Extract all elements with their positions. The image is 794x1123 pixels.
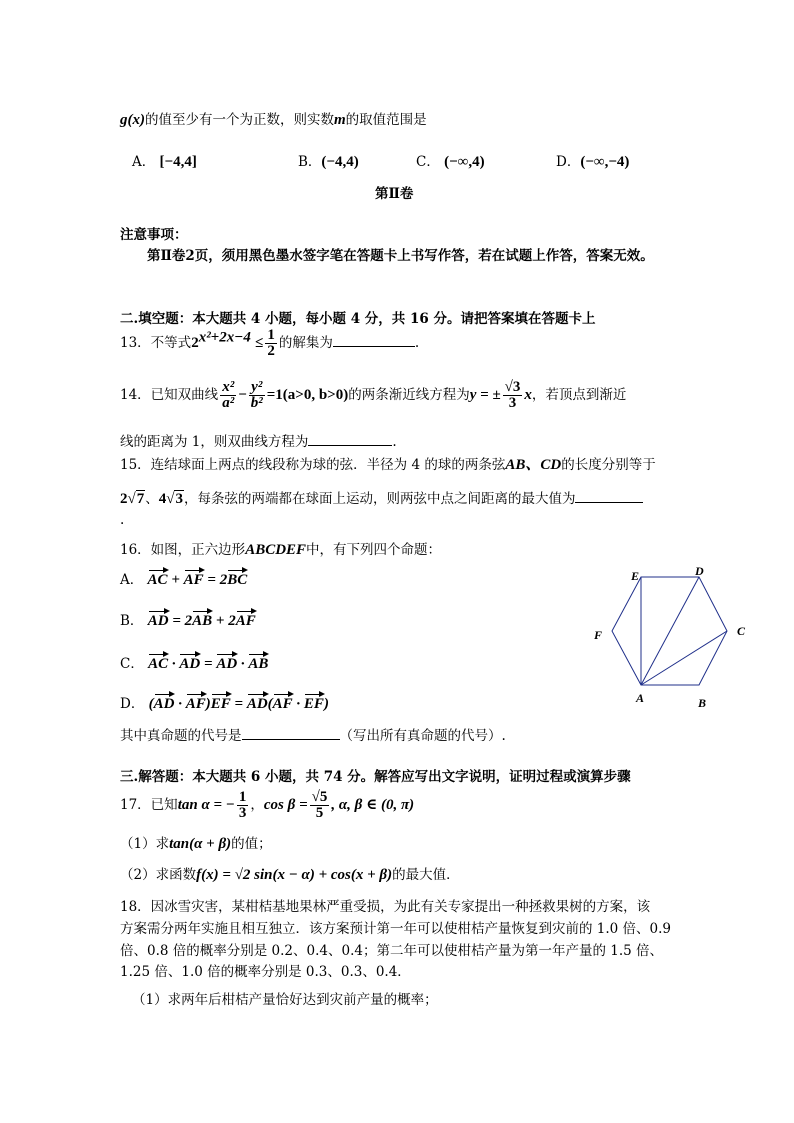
q18-line2: 方案需分两年实施且相互独立．该方案预计第一年可以使柑桔产量恢复到灾前的 1.0 倍、0.9 — [120, 921, 672, 937]
q12-option-b: B．(−4,4) — [298, 154, 359, 170]
q18-line3: 倍、0.8 倍的概率分别是 0.2、0.4、0.4；第二年可以使柑桔产量为第一年产量的 1.5 倍、 — [120, 943, 664, 959]
q16-option-a: A． AC + AF = 2BC — [120, 572, 248, 588]
diagonal-ad — [641, 577, 699, 685]
fill-section-heading: 二.填空题：本大题共 4 小题，每小题 4 分，共 16 分。请把答案填在答题卡上 — [120, 311, 596, 327]
q15-line3: . — [120, 512, 125, 528]
section2-title: 第Ⅱ卷 — [375, 186, 414, 202]
q16-answer-blank — [242, 726, 340, 740]
q18-line4: 1.25 倍、1.0 倍的概率分别是 0.3、0.3、0.4． — [120, 964, 411, 980]
notice-body: 第Ⅱ卷2页，须用黑色墨水签字笔在答题卡上书写作答，若在试题上作答，答案无效。 — [147, 248, 654, 264]
notice-heading: 注意事项： — [120, 227, 188, 243]
q15-answer-blank — [575, 489, 643, 503]
q14-answer-blank — [308, 432, 392, 446]
q17-sub1: （1）求tan(α + β)的值； — [120, 836, 272, 852]
vertex-label-d: D — [695, 564, 704, 578]
q15-line2: 2√7、4√3，每条弦的两端都在球面上运动，则两弦中点之间距离的最大值为 — [120, 487, 643, 508]
q16-stem: 16．如图，正六边形ABCDEF中，有下列四个命题： — [120, 542, 442, 558]
hexagon-figure — [585, 560, 765, 720]
vertex-label-c: C — [737, 624, 746, 638]
q16-option-d: D． (AD · AF)EF = AD(AF · EF) — [120, 696, 329, 712]
q18-sub1: （1）求两年后柑桔产量恰好达到灾前产量的概率； — [132, 992, 438, 1008]
vertex-label-a: A — [636, 691, 645, 705]
vertex-label-b: B — [698, 696, 707, 710]
diagonal-ac — [641, 631, 727, 685]
q12-option-a: A． [−4,4] — [132, 154, 197, 170]
vertex-label-e: E — [631, 569, 640, 583]
q12-text: 的值至少有一个为正数，则实数 — [145, 112, 334, 128]
q16-answer-line: 其中真命题的代号是 （写出所有真命题的代号）. — [120, 728, 506, 744]
q14-line1: 14．已知双曲线 $\frac{\text{x²}}{\text{a²}}$ − $\frac{\text{y²}}{\text{b²}}$ =1(a>0, b>0)的两条渐近线方程为y = ± $\frac{√3}{3}$ x，若顶点到渐近 — [120, 379, 627, 411]
vertex-label-f: F — [594, 628, 603, 642]
q15-line1: 15．连结球面上两点的线段称为球的弦．半径为 4 的球的两条弦AB、CD的长度分别等于 — [120, 457, 656, 473]
q12-option-c: C． (−∞,4) — [416, 154, 485, 170]
q13-answer-blank — [333, 333, 415, 347]
q12-tail-line — [120, 108, 427, 129]
q12-var: m — [334, 112, 346, 128]
q13-fraction: $\frac{1}{2}$ — [267, 327, 275, 359]
q17-sub2: （2）求函数f(x) = √2 sin(x − α) + cos(x + β)的最大值． — [120, 867, 460, 883]
q13-line: 13．不等式$2^{x^2+2x-4}$ ≤ $\frac{1}{2}$ 的解集为 . — [120, 327, 420, 359]
q12-text2: 的取值范围是 — [345, 112, 427, 128]
q12-func: g(x) — [120, 112, 145, 128]
q18-line1: 18．因冰雪灾害，某柑桔基地果林严重受损，为此有关专家提出一种拯救果树的方案，该 — [120, 899, 651, 915]
q14-line2: 线的距离为 1，则双曲线方程为 . — [120, 434, 397, 450]
q16-option-c: C． AC · AD = AD · AB — [120, 656, 269, 672]
solve-section-heading: 三.解答题：本大题共 6 小题，共 74 分。解答应写出文字说明，证明过程或演算步骤 — [120, 769, 631, 785]
q16-option-b: B． AD = 2AB + 2AF — [120, 613, 256, 629]
q17-stem: 17．已知tan α = − $\frac{1}{3}$ ，cos β = $\frac{√5}{5}$ , α, β ∈ (0, π) — [120, 789, 415, 821]
q12-option-d: D．(−∞,−4) — [556, 154, 630, 170]
